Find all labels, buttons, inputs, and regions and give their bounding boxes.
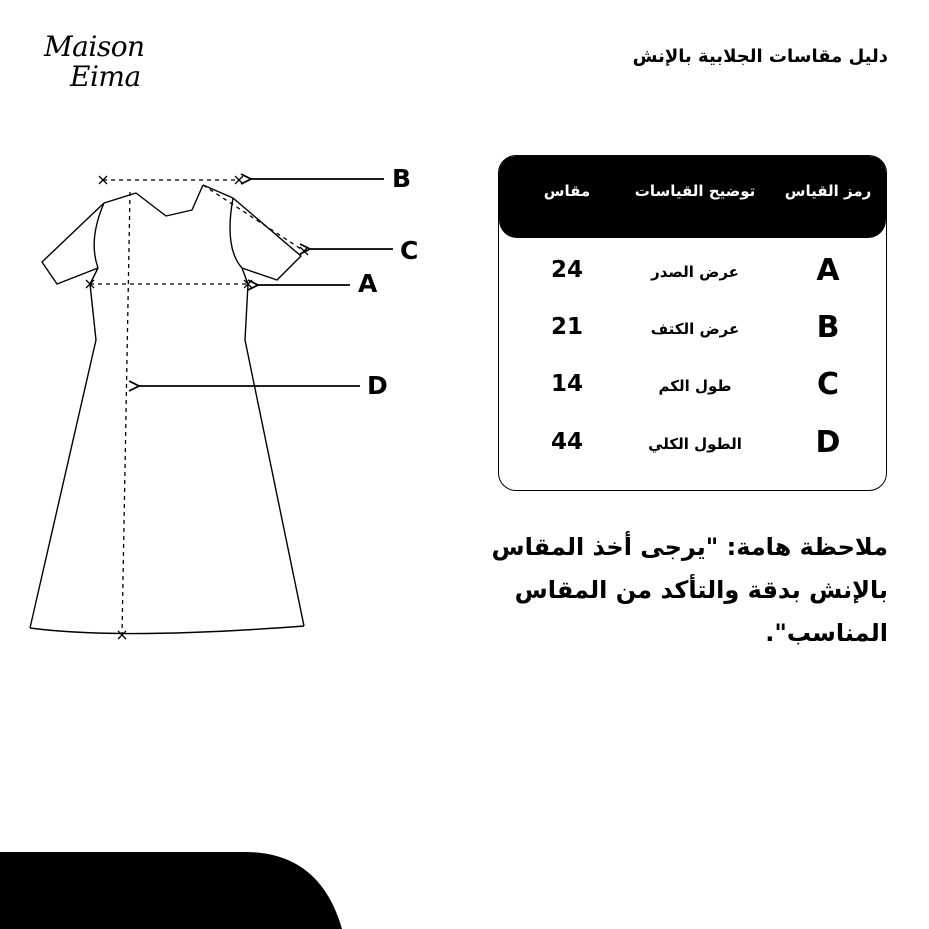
size-table-header bbox=[499, 156, 886, 238]
row-size: 44 bbox=[550, 429, 583, 455]
table-row bbox=[499, 241, 886, 299]
row-code: D bbox=[815, 425, 841, 460]
row-size: 21 bbox=[550, 314, 583, 340]
end-marks bbox=[86, 176, 308, 639]
row-size: 24 bbox=[550, 257, 583, 283]
arrows bbox=[139, 179, 393, 386]
row-description: عرض الكتف bbox=[650, 320, 740, 338]
size-table bbox=[498, 155, 887, 491]
corner-decoration bbox=[0, 852, 342, 929]
table-row bbox=[499, 413, 886, 471]
brand-line-1: Maison bbox=[44, 30, 145, 63]
label-D: D bbox=[367, 371, 388, 400]
brand-line-2: Eima bbox=[70, 60, 141, 93]
important-note bbox=[488, 526, 888, 655]
row-description: عرض الصدر bbox=[651, 263, 739, 281]
header-code: رمز القياس bbox=[784, 182, 872, 200]
note-line-3: المناسب". bbox=[765, 619, 888, 647]
header-size: مقاس bbox=[543, 182, 591, 200]
dress-outline bbox=[30, 185, 304, 634]
page-title: دليل مقاسات الجلابية بالإنش bbox=[632, 46, 888, 67]
label-B: B bbox=[392, 164, 412, 193]
row-code: B bbox=[816, 310, 840, 345]
length-measure bbox=[122, 192, 130, 635]
label-A: A bbox=[358, 269, 378, 298]
row-size: 14 bbox=[550, 371, 583, 397]
measure-lines bbox=[90, 180, 304, 635]
note-line-1: ملاحظة هامة: "يرجى أخذ المقاس bbox=[491, 533, 888, 561]
label-C: C bbox=[400, 236, 419, 265]
sleeve-measure bbox=[203, 185, 304, 251]
table-row bbox=[499, 298, 886, 356]
row-description: طول الكم bbox=[658, 377, 732, 395]
row-description: الطول الكلي bbox=[648, 435, 742, 453]
note-line-2: بالإنش بدقة والتأكد من المقاس bbox=[514, 576, 888, 604]
table-row bbox=[499, 355, 886, 413]
row-code: C bbox=[816, 367, 840, 402]
row-code: A bbox=[816, 253, 840, 288]
header-description: توضيح القياسات bbox=[634, 182, 756, 200]
